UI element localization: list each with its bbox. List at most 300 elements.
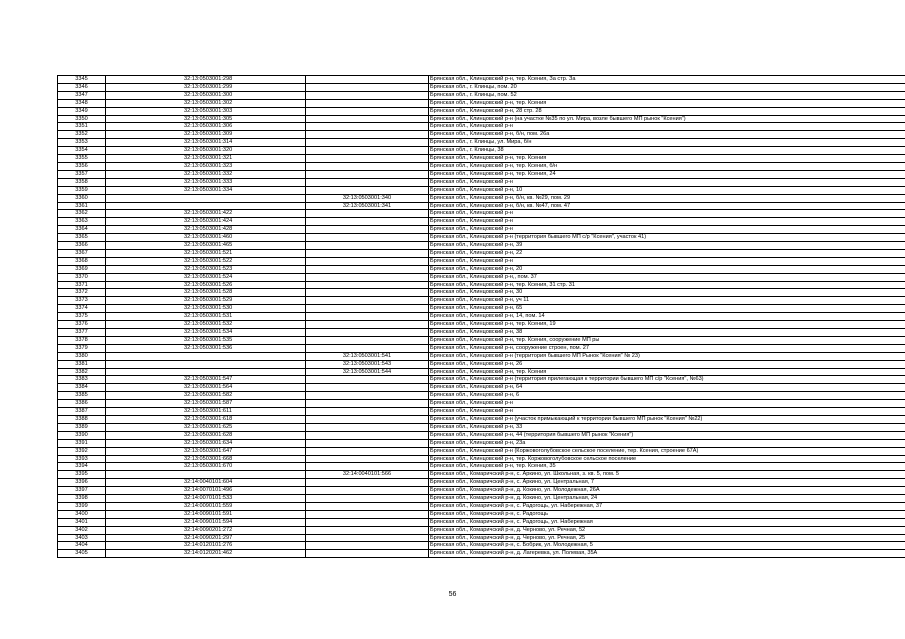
row-number-cell: 3348 [58, 99, 106, 107]
premises-cadastral-number-cell [306, 234, 429, 242]
row-number-cell: 3384 [58, 384, 106, 392]
row-number-cell: 3390 [58, 431, 106, 439]
cadastral-number-cell: 32:13:0503001:564 [106, 384, 306, 392]
premises-cadastral-number-cell [306, 226, 429, 234]
cadastral-number-cell: 32:13:0503001:460 [106, 234, 306, 242]
premises-cadastral-number-cell [306, 99, 429, 107]
cadastral-number-cell: 32:13:0503001:521 [106, 249, 306, 257]
row-number-cell: 3404 [58, 542, 106, 550]
table-row [58, 162, 905, 170]
address-cell: Брянская обл., Клинцовский р-н (территория бывшего МП Рынок "Ксения" № 23) [429, 352, 905, 360]
row-number-cell: 3369 [58, 265, 106, 273]
table-row [58, 336, 905, 344]
row-number-cell: 3395 [58, 471, 106, 479]
cadastral-number-cell: 32:13:0503001:526 [106, 281, 306, 289]
table-row [58, 131, 905, 139]
address-cell: Брянская обл., Комаричский р-н, с. Аркино, ул. Школьная, з. кв. 5, пом. 5 [429, 471, 905, 479]
row-number-cell: 3393 [58, 455, 106, 463]
premises-cadastral-number-cell [306, 321, 429, 329]
address-cell: Брянская обл., Комаричский р-н, д. Кокино, ул. Молодежная, 26А [429, 487, 905, 495]
premises-cadastral-number-cell [306, 439, 429, 447]
cadastral-number-cell: 32:13:0503001:422 [106, 210, 306, 218]
address-cell: Брянская обл., Клинцовский р-н, 39 [429, 242, 905, 250]
row-number-cell: 3372 [58, 289, 106, 297]
cadastral-number-cell: 32:13:0503001:582 [106, 392, 306, 400]
table-row [58, 107, 905, 115]
table-row [58, 178, 905, 186]
address-cell: Брянская обл., Клинцовский р-н [429, 123, 905, 131]
row-number-cell: 3402 [58, 526, 106, 534]
premises-cadastral-number-cell [306, 115, 429, 123]
address-cell: Брянская обл., г. Клинцы, 38 [429, 147, 905, 155]
cadastral-number-cell: 32:13:0503001:303 [106, 107, 306, 115]
row-number-cell: 3345 [58, 76, 106, 84]
premises-cadastral-number-cell [306, 329, 429, 337]
cadastral-number-cell: 32:13:0503001:306 [106, 123, 306, 131]
premises-cadastral-number-cell [306, 186, 429, 194]
premises-cadastral-number-cell [306, 384, 429, 392]
row-number-cell: 3353 [58, 139, 106, 147]
table-row [58, 234, 905, 242]
row-number-cell: 3387 [58, 408, 106, 416]
address-cell: Брянская обл., Клинцовский р-н, 22 [429, 249, 905, 257]
row-number-cell: 3367 [58, 249, 106, 257]
address-cell: Брянская обл., Клинцовский р-н, 20 [429, 265, 905, 273]
address-cell: Брянская обл., Клинцовский р-н [429, 226, 905, 234]
address-cell: Брянская обл., Комаричский р-н, с. Радогощь, ул. Набережная [429, 518, 905, 526]
cadastral-number-cell: 32:13:0503001:299 [106, 83, 306, 91]
cadastral-number-cell [106, 202, 306, 210]
premises-cadastral-number-cell: 32:14:0040101:566 [306, 471, 429, 479]
table-row [58, 455, 905, 463]
table-row [58, 242, 905, 250]
address-cell: Брянская обл., Комаричский р-н, с. Аркино, ул. Центральная, 7 [429, 479, 905, 487]
address-cell: Брянская обл., Комаричский р-н, д. Черново, ул. Речная, 52 [429, 526, 905, 534]
row-number-cell: 3347 [58, 91, 106, 99]
table-row [58, 400, 905, 408]
premises-cadastral-number-cell [306, 336, 429, 344]
cadastral-number-cell: 32:13:0503001:321 [106, 155, 306, 163]
row-number-cell: 3360 [58, 194, 106, 202]
row-number-cell: 3386 [58, 400, 106, 408]
row-number-cell: 3358 [58, 178, 106, 186]
table-row [58, 321, 905, 329]
table-row [58, 139, 905, 147]
table-row [58, 526, 905, 534]
registry-sheet [57, 75, 835, 558]
row-number-cell: 3396 [58, 479, 106, 487]
row-number-cell: 3389 [58, 423, 106, 431]
premises-cadastral-number-cell [306, 510, 429, 518]
table-row [58, 502, 905, 510]
table-row [58, 313, 905, 321]
address-cell: Брянская обл., Клинцовский р-н, тер. Ксения, 24 [429, 170, 905, 178]
row-number-cell: 3361 [58, 202, 106, 210]
premises-cadastral-number-cell [306, 210, 429, 218]
premises-cadastral-number-cell: 32:13:0503001:340 [306, 194, 429, 202]
cadastral-number-cell: 32:14:0090201:272 [106, 526, 306, 534]
premises-cadastral-number-cell [306, 305, 429, 313]
address-cell: Брянская обл., Клинцовский р-н (территория прилегающая к территории бывшего МП с/р "Ксения", №63) [429, 376, 905, 384]
row-number-cell: 3354 [58, 147, 106, 155]
table-row [58, 170, 905, 178]
row-number-cell: 3373 [58, 297, 106, 305]
table-row [58, 423, 905, 431]
table-row [58, 289, 905, 297]
premises-cadastral-number-cell [306, 455, 429, 463]
table-row [58, 352, 905, 360]
premises-cadastral-number-cell [306, 423, 429, 431]
premises-cadastral-number-cell [306, 265, 429, 273]
premises-cadastral-number-cell [306, 487, 429, 495]
table-row [58, 99, 905, 107]
cadastral-number-cell: 32:13:0503001:611 [106, 408, 306, 416]
table-row [58, 194, 905, 202]
address-cell: Брянская обл., Клинцовский р-н [429, 218, 905, 226]
cadastral-number-cell: 32:14:0070101:496 [106, 487, 306, 495]
table-row [58, 91, 905, 99]
cadastral-number-cell: 32:13:0503001:522 [106, 257, 306, 265]
address-cell: Брянская обл., Клинцовский р-н, 26 [429, 360, 905, 368]
row-number-cell: 3403 [58, 534, 106, 542]
premises-cadastral-number-cell [306, 249, 429, 257]
address-cell: Брянская обл., Клинцовский р-н, сооружение строен, пом. 27 [429, 344, 905, 352]
premises-cadastral-number-cell [306, 297, 429, 305]
address-cell: Брянская обл., Клинцовский р-н, 65 [429, 305, 905, 313]
table-row [58, 495, 905, 503]
cadastral-number-cell [106, 194, 306, 202]
cadastral-number-cell: 32:13:0503001:424 [106, 218, 306, 226]
row-number-cell: 3346 [58, 83, 106, 91]
cadastral-number-cell: 32:13:0503001:628 [106, 431, 306, 439]
cadastral-number-cell: 32:13:0503001:314 [106, 139, 306, 147]
premises-cadastral-number-cell [306, 408, 429, 416]
cadastral-number-cell: 32:13:0503001:528 [106, 289, 306, 297]
premises-cadastral-number-cell [306, 526, 429, 534]
cadastral-number-cell: 32:13:0503001:309 [106, 131, 306, 139]
premises-cadastral-number-cell [306, 147, 429, 155]
table-row [58, 439, 905, 447]
premises-cadastral-number-cell [306, 415, 429, 423]
premises-cadastral-number-cell [306, 139, 429, 147]
cadastral-number-cell: 32:13:0503001:334 [106, 186, 306, 194]
row-number-cell: 3357 [58, 170, 106, 178]
page-number: 56 [448, 591, 457, 598]
premises-cadastral-number-cell [306, 273, 429, 281]
table-row [58, 281, 905, 289]
table-row [58, 186, 905, 194]
cadastral-number-cell: 32:13:0503001:524 [106, 273, 306, 281]
cadastral-number-cell: 32:13:0503001:618 [106, 415, 306, 423]
row-number-cell: 3401 [58, 518, 106, 526]
row-number-cell: 3356 [58, 162, 106, 170]
address-cell: Брянская обл., Клинцовский р-н, уч 11 [429, 297, 905, 305]
row-number-cell: 3370 [58, 273, 106, 281]
table-row [58, 147, 905, 155]
premises-cadastral-number-cell [306, 518, 429, 526]
premises-cadastral-number-cell [306, 479, 429, 487]
premises-cadastral-number-cell [306, 83, 429, 91]
cadastral-number-cell: 32:13:0503001:523 [106, 265, 306, 273]
premises-cadastral-number-cell [306, 344, 429, 352]
premises-cadastral-number-cell [306, 289, 429, 297]
cadastral-number-cell: 32:13:0503001:634 [106, 439, 306, 447]
premises-cadastral-number-cell [306, 502, 429, 510]
address-cell: Брянская обл., Клинцовский р-н, б/н, пом. 26а [429, 131, 905, 139]
table-row [58, 487, 905, 495]
address-cell: Брянская обл., Клинцовский р-н (участок примыкающий к территории бывшего МП рынок "Ксения" №22) [429, 415, 905, 423]
address-cell: Брянская обл., Клинцовский р-н, тер. Коржовоголубовское сельское поселение [429, 455, 905, 463]
premises-cadastral-number-cell [306, 155, 429, 163]
cadastral-number-cell: 32:13:0503001:428 [106, 226, 306, 234]
row-number-cell: 3374 [58, 305, 106, 313]
table-row [58, 210, 905, 218]
table-row [58, 510, 905, 518]
table-row [58, 431, 905, 439]
premises-cadastral-number-cell [306, 162, 429, 170]
table-row [58, 155, 905, 163]
cadastral-number-cell: 32:13:0503001:647 [106, 447, 306, 455]
table-row [58, 376, 905, 384]
cadastral-number-cell: 32:13:0503001:300 [106, 91, 306, 99]
premises-cadastral-number-cell: 32:13:0503001:543 [306, 360, 429, 368]
premises-cadastral-number-cell [306, 281, 429, 289]
row-number-cell: 3388 [58, 415, 106, 423]
table-row [58, 463, 905, 471]
premises-cadastral-number-cell [306, 170, 429, 178]
row-number-cell: 3397 [58, 487, 106, 495]
premises-cadastral-number-cell [306, 313, 429, 321]
cadastral-number-cell: 32:13:0503001:333 [106, 178, 306, 186]
address-cell: Брянская обл., Клинцовский р-н, 64 [429, 384, 905, 392]
cadastral-number-cell: 32:13:0503001:302 [106, 99, 306, 107]
premises-cadastral-number-cell [306, 131, 429, 139]
cadastral-number-cell: 32:14:0090101:591 [106, 510, 306, 518]
premises-cadastral-number-cell [306, 123, 429, 131]
table-row [58, 329, 905, 337]
premises-cadastral-number-cell: 32:13:0503001:341 [306, 202, 429, 210]
address-cell: Брянская обл., Клинцовский р-н, тер. Ксения, За стр. За [429, 76, 905, 84]
row-number-cell: 3365 [58, 234, 106, 242]
row-number-cell: 3362 [58, 210, 106, 218]
cadastral-number-cell: 32:13:0503001:320 [106, 147, 306, 155]
cadastral-number-cell: 32:13:0503001:587 [106, 400, 306, 408]
cadastral-number-cell: 32:14:0090201:297 [106, 534, 306, 542]
premises-cadastral-number-cell [306, 242, 429, 250]
row-number-cell: 3382 [58, 368, 106, 376]
row-number-cell: 3399 [58, 502, 106, 510]
address-cell: Брянская обл., г. Клинцы, ул. Мира, б/н [429, 139, 905, 147]
table-row [58, 297, 905, 305]
address-cell: Брянская обл., Клинцовский р-н, 10 [429, 186, 905, 194]
row-number-cell: 3380 [58, 352, 106, 360]
address-cell: Брянская обл., Клинцовский р-н [429, 210, 905, 218]
address-cell: Брянская обл., Клинцовский р-н, б/н, кв. №47, пом. 47 [429, 202, 905, 210]
table-row [58, 305, 905, 313]
address-cell: Брянская обл., Клинцовский р-н, тер. Ксения [429, 155, 905, 163]
address-cell: Брянская обл., Клинцовский р-н, тер. Ксения, 35 [429, 463, 905, 471]
premises-cadastral-number-cell [306, 550, 429, 558]
premises-cadastral-number-cell [306, 431, 429, 439]
address-cell: Брянская обл., Клинцовский р-н, 28 стр. 28 [429, 107, 905, 115]
address-cell: Брянская обл., Клинцовский р-н, 6 [429, 392, 905, 400]
address-cell: Брянская обл., Клинцовский р-н, 30 [429, 289, 905, 297]
table-row [58, 542, 905, 550]
row-number-cell: 3349 [58, 107, 106, 115]
cadastral-number-cell: 32:13:0503001:532 [106, 321, 306, 329]
premises-cadastral-number-cell [306, 376, 429, 384]
cadastral-number-cell: 32:13:0503001:530 [106, 305, 306, 313]
table-row [58, 265, 905, 273]
table-row [58, 115, 905, 123]
premises-cadastral-number-cell [306, 463, 429, 471]
cadastral-number-cell: 32:13:0503001:332 [106, 170, 306, 178]
row-number-cell: 3366 [58, 242, 106, 250]
address-cell: Брянская обл., Комаричский р-н, с. Радогощь, ул. Набережная, 37 [429, 502, 905, 510]
row-number-cell: 3375 [58, 313, 106, 321]
row-number-cell: 3359 [58, 186, 106, 194]
table-row [58, 392, 905, 400]
cadastral-number-cell: 32:13:0503001:670 [106, 463, 306, 471]
cadastral-number-cell: 32:14:0070101:533 [106, 495, 306, 503]
cadastral-number-cell: 32:13:0503001:323 [106, 162, 306, 170]
table-row [58, 83, 905, 91]
address-cell: Брянская обл., г. Клинцы, пом. 52 [429, 91, 905, 99]
row-number-cell: 3355 [58, 155, 106, 163]
table-row [58, 123, 905, 131]
cadastral-number-cell: 32:13:0503001:305 [106, 115, 306, 123]
cadastral-number-cell: 32:13:0503001:529 [106, 297, 306, 305]
row-number-cell: 3350 [58, 115, 106, 123]
address-cell: Брянская обл., Клинцовский р-н,, пом. 37 [429, 273, 905, 281]
row-number-cell: 3400 [58, 510, 106, 518]
address-cell: Брянская обл., Клинцовский р-н, тер. Ксения, сооружение МП ры [429, 336, 905, 344]
registry-table [57, 75, 905, 558]
address-cell: Брянская обл., Клинцовский р-н, тер. Ксения, 31 стр. 31 [429, 281, 905, 289]
row-number-cell: 3405 [58, 550, 106, 558]
cadastral-number-cell [106, 352, 306, 360]
row-number-cell: 3371 [58, 281, 106, 289]
premises-cadastral-number-cell [306, 76, 429, 84]
premises-cadastral-number-cell: 32:13:0503001:544 [306, 368, 429, 376]
table-row [58, 344, 905, 352]
cadastral-number-cell: 32:13:0503001:465 [106, 242, 306, 250]
row-number-cell: 3364 [58, 226, 106, 234]
row-number-cell: 3377 [58, 329, 106, 337]
table-row [58, 518, 905, 526]
premises-cadastral-number-cell [306, 400, 429, 408]
table-row [58, 368, 905, 376]
row-number-cell: 3363 [58, 218, 106, 226]
row-number-cell: 3379 [58, 344, 106, 352]
premises-cadastral-number-cell [306, 91, 429, 99]
address-cell: Брянская обл., Клинцовский р-н, тер. Ксения, 19 [429, 321, 905, 329]
address-cell: Брянская обл., Клинцовский р-н [429, 257, 905, 265]
premises-cadastral-number-cell [306, 495, 429, 503]
table-row [58, 202, 905, 210]
address-cell: Брянская обл., Клинцовский р-н (Коржовоголубовское сельское поселение, тер. Ксения, строение 67А) [429, 447, 905, 455]
cadastral-number-cell: 32:13:0503001:531 [106, 313, 306, 321]
table-row [58, 408, 905, 416]
address-cell: Брянская обл., Комаричский р-н, д. Кокино, ул. Центральная, 24 [429, 495, 905, 503]
cadastral-number-cell [106, 471, 306, 479]
premises-cadastral-number-cell: 32:13:0503001:541 [306, 352, 429, 360]
row-number-cell: 3383 [58, 376, 106, 384]
premises-cadastral-number-cell [306, 534, 429, 542]
cadastral-number-cell: 32:14:0090101:594 [106, 518, 306, 526]
address-cell: Брянская обл., Клинцовский р-н (на участке №35 по ул. Мира, возле бывшего МП рынок "Ксения") [429, 115, 905, 123]
address-cell: Брянская обл., Клинцовский р-н, тер. Ксения [429, 99, 905, 107]
premises-cadastral-number-cell [306, 107, 429, 115]
address-cell: Брянская обл., Комаричский р-н, д. Черново, ул. Речная, 25 [429, 534, 905, 542]
cadastral-number-cell: 32:13:0503001:534 [106, 329, 306, 337]
address-cell: Брянская обл., Комаричский р-н, д. Лагеревка, ул. Полевая, 35А [429, 550, 905, 558]
row-number-cell: 3352 [58, 131, 106, 139]
row-number-cell: 3391 [58, 439, 106, 447]
premises-cadastral-number-cell [306, 447, 429, 455]
address-cell: Брянская обл., Комаричский р-н, с. Радогощь [429, 510, 905, 518]
address-cell: Брянская обл., Клинцовский р-н (территория бывшего МП с/р "Ксения", участок 41) [429, 234, 905, 242]
table-row [58, 479, 905, 487]
table-row [58, 218, 905, 226]
cadastral-number-cell: 32:14:0040101:604 [106, 479, 306, 487]
address-cell: Брянская обл., Клинцовский р-н, тер. Ксения, б/н [429, 162, 905, 170]
row-number-cell: 3376 [58, 321, 106, 329]
premises-cadastral-number-cell [306, 392, 429, 400]
row-number-cell: 3368 [58, 257, 106, 265]
row-number-cell: 3351 [58, 123, 106, 131]
premises-cadastral-number-cell [306, 218, 429, 226]
table-row [58, 384, 905, 392]
table-row [58, 534, 905, 542]
premises-cadastral-number-cell [306, 542, 429, 550]
cadastral-number-cell [106, 360, 306, 368]
row-number-cell: 3385 [58, 392, 106, 400]
table-row [58, 273, 905, 281]
row-number-cell: 3381 [58, 360, 106, 368]
cadastral-number-cell: 32:13:0503001:668 [106, 455, 306, 463]
address-cell: Брянская обл., Клинцовский р-н, б/н, кв. №29, пом. 29 [429, 194, 905, 202]
cadastral-number-cell: 32:13:0503001:535 [106, 336, 306, 344]
cadastral-number-cell: 32:14:0090101:559 [106, 502, 306, 510]
table-row [58, 360, 905, 368]
table-row [58, 257, 905, 265]
cadastral-number-cell: 32:14:0120101:276 [106, 542, 306, 550]
cadastral-number-cell [106, 368, 306, 376]
address-cell: Брянская обл., Клинцовский р-н, 14, пом. 14 [429, 313, 905, 321]
row-number-cell: 3398 [58, 495, 106, 503]
address-cell: Брянская обл., Клинцовский р-н [429, 408, 905, 416]
premises-cadastral-number-cell [306, 257, 429, 265]
cadastral-number-cell: 32:14:0120201:462 [106, 550, 306, 558]
address-cell: Брянская обл., Клинцовский р-н, 33 [429, 423, 905, 431]
address-cell: Брянская обл., Клинцовский р-н, 38 [429, 329, 905, 337]
table-row [58, 249, 905, 257]
address-cell: Брянская обл., г. Клинцы, пом. 20 [429, 83, 905, 91]
row-number-cell: 3378 [58, 336, 106, 344]
cadastral-number-cell: 32:13:0503001:625 [106, 423, 306, 431]
cadastral-number-cell: 32:13:0503001:547 [106, 376, 306, 384]
cadastral-number-cell: 32:13:0503001:298 [106, 76, 306, 84]
table-row [58, 447, 905, 455]
table-row [58, 226, 905, 234]
address-cell: Брянская обл., Клинцовский р-н [429, 400, 905, 408]
table-row [58, 415, 905, 423]
table-row [58, 76, 905, 84]
row-number-cell: 3392 [58, 447, 106, 455]
address-cell: Брянская обл., Клинцовский р-н, тер. Ксения [429, 368, 905, 376]
address-cell: Брянская обл., Клинцовский р-н [429, 178, 905, 186]
